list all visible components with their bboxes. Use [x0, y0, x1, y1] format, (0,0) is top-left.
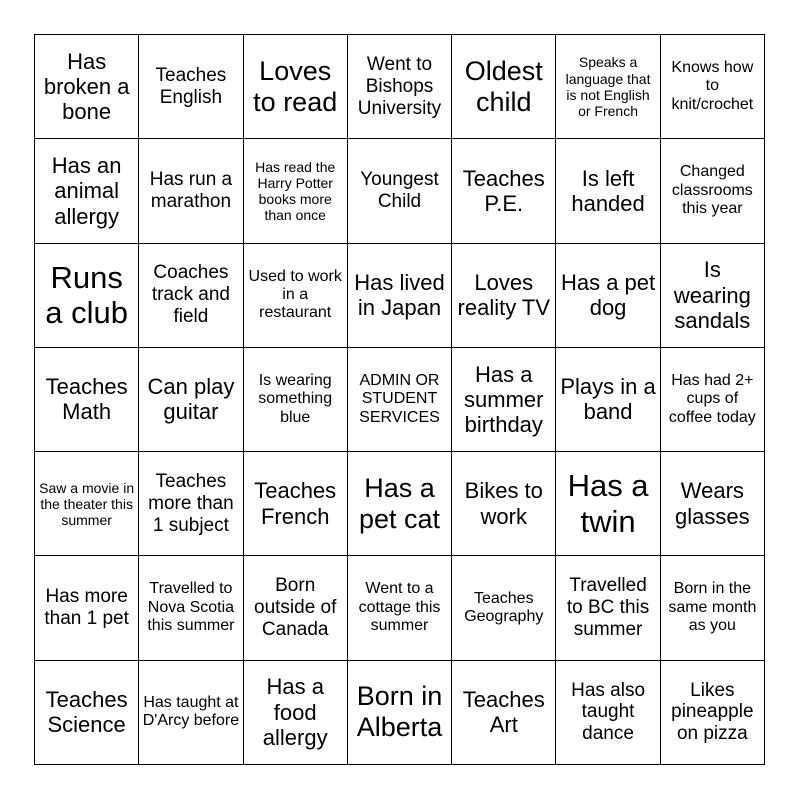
bingo-square-label: Has broken a bone [43, 48, 130, 125]
bingo-square-label: Youngest Child [360, 169, 439, 212]
bingo-square[interactable] [139, 139, 243, 243]
bingo-square[interactable] [244, 348, 348, 452]
bingo-square-label: Loves reality TV [457, 269, 551, 321]
bingo-square[interactable] [348, 35, 452, 139]
bingo-square-label: Has a summer birthday [464, 361, 544, 438]
bingo-square-label: Runs a club [45, 259, 128, 331]
bingo-square-label: Is wearing sandals [673, 257, 751, 333]
bingo-square-label: Travelled to BC this summer [566, 575, 650, 640]
bingo-square-label: ADMIN OR STUDENT SERVICES [359, 371, 440, 426]
bingo-square-label: Has had 2+ cups of coffee today [668, 371, 756, 426]
bingo-square[interactable] [244, 556, 348, 660]
bingo-square-label: Born outside of Canada [254, 575, 337, 640]
bingo-square-label: Wears glasses [675, 478, 750, 529]
bingo-square[interactable] [556, 139, 660, 243]
bingo-square-label: Teaches English [155, 64, 227, 108]
bingo-square-label: Has more than 1 pet [44, 586, 129, 630]
bingo-square-label: Is wearing something blue [258, 371, 333, 426]
bingo-square[interactable] [556, 661, 660, 765]
bingo-square-label: Loves to read [253, 55, 338, 117]
bingo-square-label: Has run a marathon [149, 169, 233, 212]
bingo-square[interactable] [35, 35, 139, 139]
bingo-square[interactable] [556, 452, 660, 556]
bingo-square[interactable] [556, 348, 660, 452]
bingo-square-label: Has read the Harry Potter books more than once [255, 158, 336, 224]
bingo-square-label: Is left handed [571, 165, 645, 216]
bingo-square[interactable] [661, 35, 765, 139]
bingo-square[interactable] [661, 556, 765, 660]
bingo-square[interactable] [139, 661, 243, 765]
bingo-square[interactable] [661, 452, 765, 556]
bingo-square-label: Teaches Art [462, 687, 545, 738]
bingo-square[interactable] [35, 348, 139, 452]
bingo-square[interactable] [244, 661, 348, 765]
bingo-square-label: Teaches Science [45, 687, 128, 738]
bingo-square[interactable] [244, 139, 348, 243]
bingo-square-label: Born in the same month as you [668, 580, 757, 635]
bingo-square-label: Used to work in a restaurant [248, 267, 342, 322]
bingo-square[interactable] [35, 244, 139, 348]
bingo-board [34, 34, 765, 765]
bingo-square[interactable] [244, 244, 348, 348]
bingo-square-label: Oldest child [464, 55, 543, 117]
bingo-square-label: Has lived in Japan [354, 269, 445, 321]
bingo-square-label: Teaches P.E. [462, 165, 545, 216]
bingo-square[interactable] [35, 139, 139, 243]
bingo-square-label: Has taught at D'Arcy before [142, 693, 240, 730]
bingo-square-label: Teaches Geography [464, 589, 544, 626]
bingo-free-square[interactable] [348, 348, 452, 452]
bingo-square[interactable] [452, 35, 556, 139]
bingo-square[interactable] [452, 139, 556, 243]
bingo-square-label: Likes pineapple on pizza [671, 679, 754, 745]
bingo-square-label: Has a food allergy [262, 674, 328, 750]
bingo-square[interactable] [348, 244, 452, 348]
bingo-square-label: Travelled to Nova Scotia this summer [147, 580, 235, 635]
bingo-square-label: Has a pet cat [358, 472, 441, 534]
bingo-square[interactable] [661, 661, 765, 765]
bingo-square[interactable] [35, 661, 139, 765]
bingo-square[interactable] [452, 556, 556, 660]
bingo-square-label: Went to a cottage this summer [358, 580, 441, 635]
bingo-square[interactable] [556, 244, 660, 348]
bingo-square-label: Bikes to work [464, 478, 543, 529]
bingo-square-label: Teaches Math [45, 374, 128, 425]
bingo-square[interactable] [139, 556, 243, 660]
bingo-square-label: Has a pet dog [560, 269, 656, 321]
bingo-square[interactable] [661, 139, 765, 243]
bingo-square[interactable] [244, 35, 348, 139]
bingo-square[interactable] [556, 35, 660, 139]
bingo-square-label: Changed classrooms this year [671, 163, 753, 218]
bingo-square-label: Saw a movie in the theater this summer [39, 479, 135, 528]
bingo-square[interactable] [348, 556, 452, 660]
bingo-square[interactable] [139, 35, 243, 139]
bingo-square-label: Has an animal allergy [51, 152, 122, 229]
bingo-square[interactable] [35, 452, 139, 556]
bingo-square[interactable] [348, 139, 452, 243]
bingo-square[interactable] [348, 452, 452, 556]
bingo-square[interactable] [348, 661, 452, 765]
bingo-square[interactable] [139, 244, 243, 348]
bingo-square-label: Born in Alberta [356, 681, 443, 743]
bingo-square[interactable] [556, 556, 660, 660]
bingo-square-label: Can play guitar [147, 374, 235, 425]
bingo-square[interactable] [452, 661, 556, 765]
bingo-square-label: Went to Bishops University [357, 53, 442, 119]
bingo-square[interactable] [452, 348, 556, 452]
bingo-square-label: Teaches more than 1 subject [148, 471, 234, 536]
bingo-square-label: Plays in a band [560, 374, 656, 425]
bingo-square-label: Has a twin [567, 468, 649, 539]
bingo-square-label: Speaks a language that is not English or French [565, 54, 651, 119]
bingo-square[interactable] [452, 452, 556, 556]
bingo-square-label: Coaches track and field [151, 262, 230, 328]
bingo-square-label: Teaches French [254, 478, 337, 529]
bingo-square[interactable] [244, 452, 348, 556]
bingo-square-label: Knows how to knit/crochet [671, 59, 754, 113]
bingo-square[interactable] [35, 556, 139, 660]
bingo-square[interactable] [139, 452, 243, 556]
bingo-square[interactable] [139, 348, 243, 452]
bingo-square-label: Has also taught dance [571, 679, 646, 745]
bingo-square[interactable] [452, 244, 556, 348]
bingo-square[interactable] [661, 244, 765, 348]
bingo-square[interactable] [661, 348, 765, 452]
